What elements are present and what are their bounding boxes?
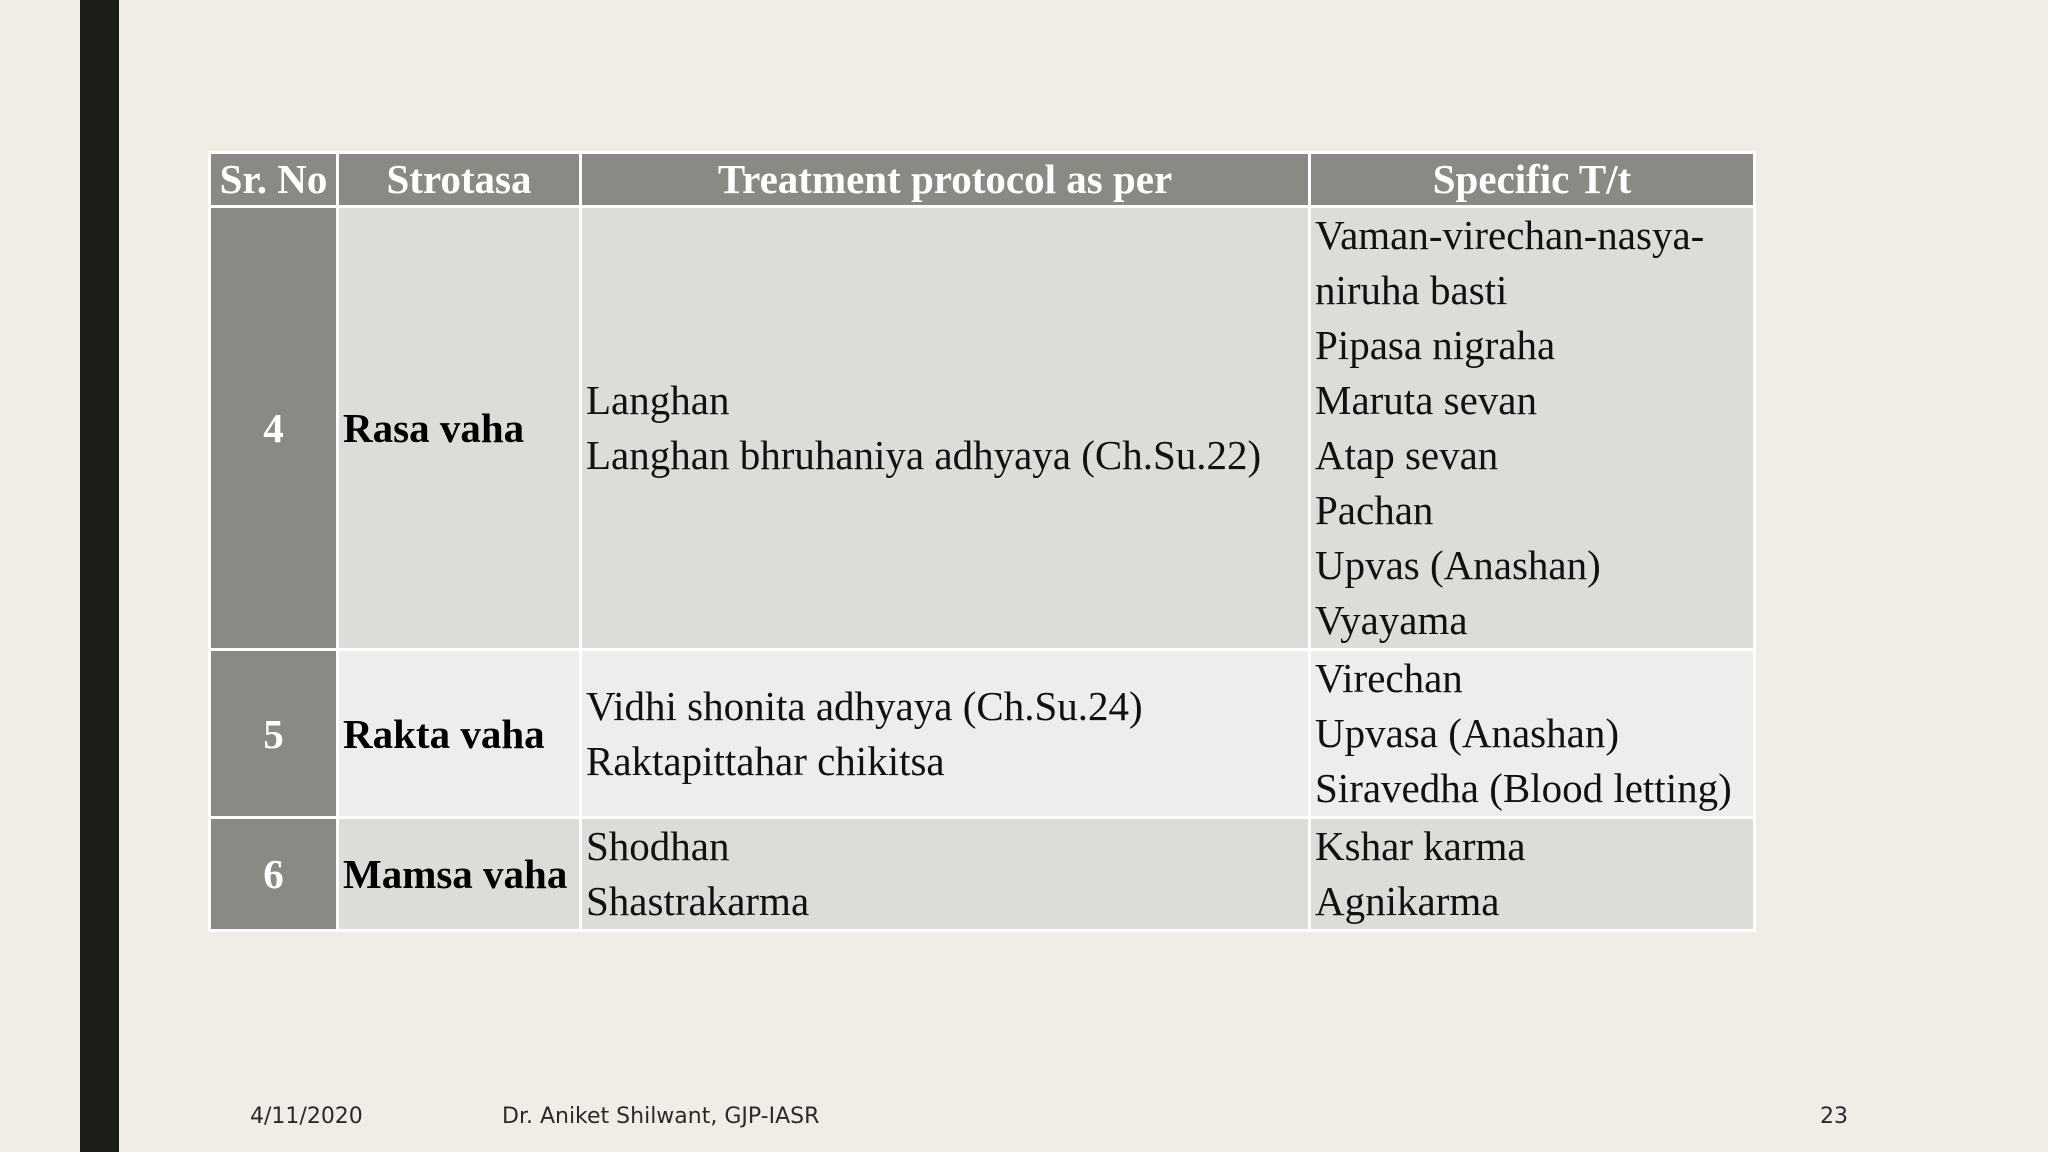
protocol-line: Langhan bhruhaniya adhyaya (Ch.Su.22) bbox=[586, 432, 1262, 478]
protocol-line: Langhan bbox=[586, 377, 730, 423]
protocol-line: Shastrakarma bbox=[586, 878, 810, 924]
specific-line: Vaman-virechan-nasya- bbox=[1315, 212, 1705, 258]
row-protocol bbox=[581, 207, 1310, 650]
header-sr-no: Sr. No bbox=[210, 153, 338, 207]
table-row bbox=[210, 650, 1755, 818]
specific-line: Pachan bbox=[1315, 487, 1434, 533]
row-strotasa: Rakta vaha bbox=[338, 650, 581, 818]
footer-page-number: 23 bbox=[1820, 1104, 1848, 1129]
row-sr-no: 4 bbox=[210, 207, 338, 650]
specific-line: Upvas (Anashan) bbox=[1315, 542, 1601, 588]
left-accent-bar bbox=[80, 0, 119, 1152]
header-treatment-protocol: Treatment protocol as per bbox=[581, 153, 1310, 207]
row-specific bbox=[1310, 207, 1755, 650]
row-strotasa: Mamsa vaha bbox=[338, 818, 581, 931]
protocol-line: Shodhan bbox=[586, 823, 730, 869]
footer-author: Dr. Aniket Shilwant, GJP-IASR bbox=[502, 1104, 820, 1129]
header-strotasa: Strotasa bbox=[338, 153, 581, 207]
specific-line: Maruta sevan bbox=[1315, 377, 1537, 423]
row-strotasa: Rasa vaha bbox=[338, 207, 581, 650]
specific-line: Pipasa nigraha bbox=[1315, 322, 1556, 368]
row-specific bbox=[1310, 650, 1755, 818]
header-specific-tt: Specific T/t bbox=[1310, 153, 1755, 207]
specific-line: Upvasa (Anashan) bbox=[1315, 710, 1619, 756]
header-row bbox=[210, 153, 1755, 207]
row-specific bbox=[1310, 818, 1755, 931]
row-protocol bbox=[581, 650, 1310, 818]
table-row bbox=[210, 207, 1755, 650]
specific-line: niruha basti bbox=[1315, 267, 1508, 313]
row-sr-no: 6 bbox=[210, 818, 338, 931]
specific-line: Vyayama bbox=[1315, 597, 1468, 643]
table-row bbox=[210, 818, 1755, 931]
treatment-table bbox=[208, 151, 1756, 932]
row-protocol bbox=[581, 818, 1310, 931]
specific-line: Atap sevan bbox=[1315, 432, 1499, 478]
specific-line: Virechan bbox=[1315, 655, 1463, 701]
specific-line: Agnikarma bbox=[1315, 878, 1500, 924]
protocol-line: Vidhi shonita adhyaya (Ch.Su.24) bbox=[586, 682, 1143, 729]
footer-date: 4/11/2020 bbox=[250, 1104, 363, 1129]
specific-line: Kshar karma bbox=[1315, 823, 1526, 869]
row-sr-no: 5 bbox=[210, 650, 338, 818]
protocol-line: Raktapittahar chikitsa bbox=[586, 737, 945, 784]
specific-line: Siravedha (Blood letting) bbox=[1315, 765, 1732, 811]
